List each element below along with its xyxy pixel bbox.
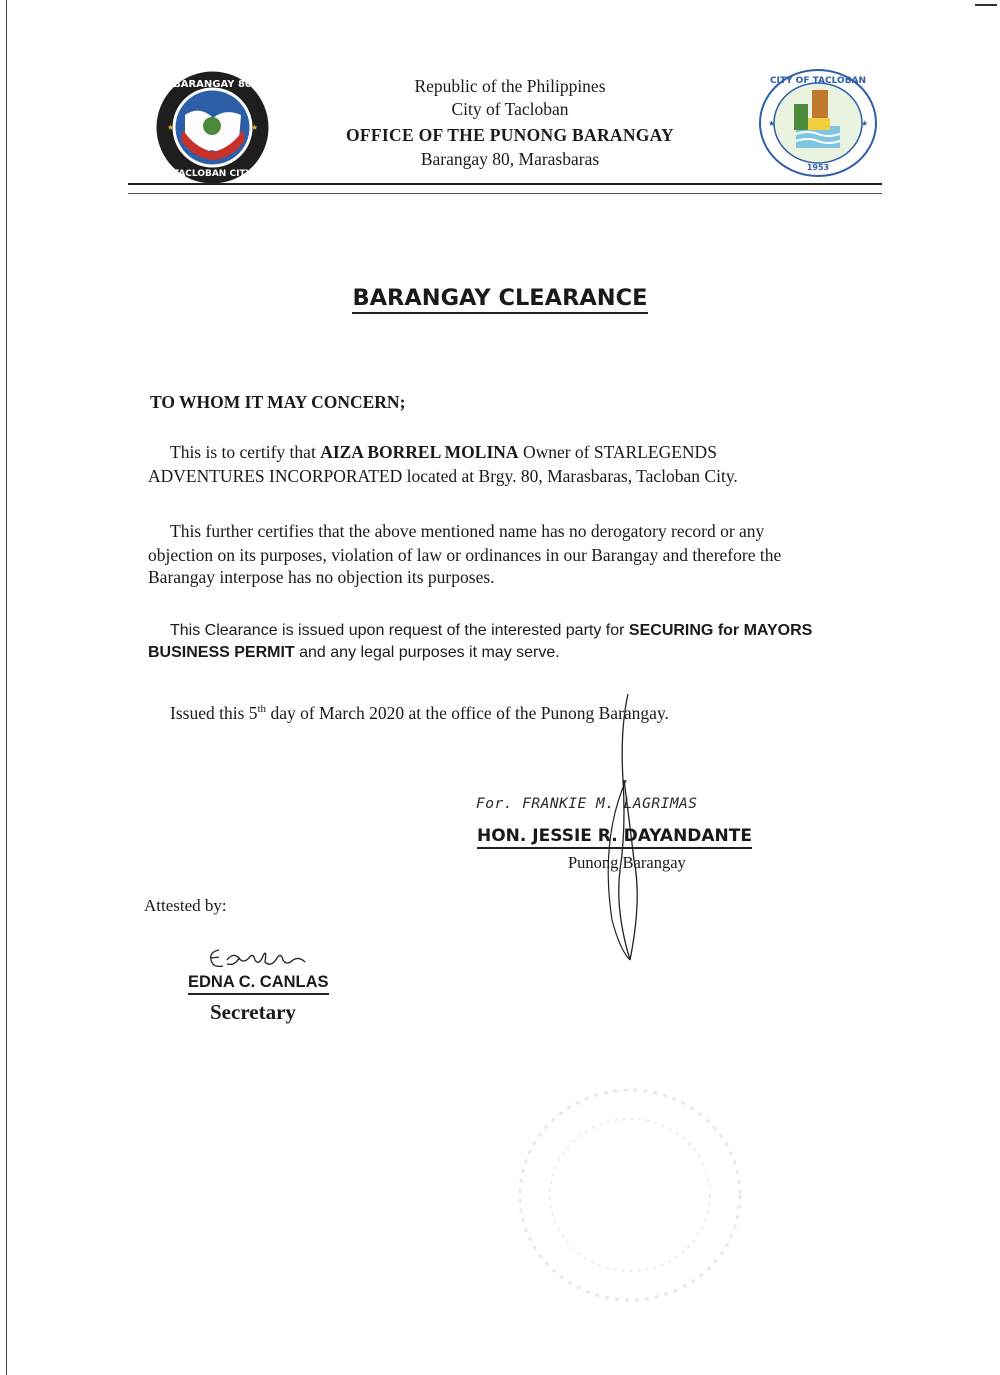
- header-city: City of Tacloban: [451, 99, 569, 119]
- signatory-title: Punong Barangay: [568, 853, 686, 872]
- svg-text:★: ★: [768, 119, 776, 128]
- header-rule-thin: [128, 193, 882, 194]
- secretary-title: Secretary: [210, 1000, 296, 1024]
- header-country: Republic of the Philippines: [414, 76, 606, 96]
- header-rule-thick: [128, 183, 882, 185]
- right-seal-year: 1953: [806, 163, 830, 172]
- svg-text:★: ★: [251, 123, 259, 132]
- page-corner-mark: [975, 4, 997, 6]
- attested-label: Attested by:: [144, 896, 227, 915]
- paragraph-certify-line2: ADVENTURES INCORPORATED located at Brgy. 80, Marasbaras, Tacloban City.: [148, 466, 738, 486]
- left-seal-top-text: BARANGAY 80: [173, 79, 252, 90]
- certify-middle: Owner of STARLEGENDS: [518, 442, 717, 462]
- issued-prefix: Issued this 5: [170, 702, 258, 723]
- request-line1-bold: SECURING for MAYORS: [628, 622, 813, 639]
- certified-person-name: AIZA BORREL MOLINA: [320, 442, 519, 462]
- request-line2-rest: and any legal purposes it may serve.: [294, 644, 560, 661]
- issued-sup: th: [257, 703, 267, 715]
- paragraph-further-line2: objection on its purposes, violation of law or ordinances in our Barangay and therefore the: [148, 545, 782, 565]
- svg-text:★: ★: [861, 119, 869, 128]
- city-of-tacloban-seal-icon: [758, 68, 878, 178]
- paragraph-further-line3: Barangay interpose has no objection its purposes.: [148, 567, 495, 587]
- document-title-text: BARANGAY CLEARANCE: [352, 285, 647, 314]
- signatory-name: HON. JESSIE R. DAYANDANTE: [477, 826, 752, 849]
- further-line1-text: This further certifies that the above mentioned name has no derogatory record or any: [170, 521, 765, 541]
- svg-text:★: ★: [167, 123, 175, 132]
- salutation: TO WHOM IT MAY CONCERN;: [150, 392, 406, 412]
- paragraph-request-line2: [148, 642, 828, 664]
- paragraph-further-line1: [148, 520, 828, 542]
- request-line1-prefix: This Clearance is issued upon request of the interested party for: [170, 622, 629, 639]
- header-office: OFFICE OF THE PUNONG BARANGAY: [346, 125, 674, 145]
- secretary-name: EDNA C. CANLAS: [188, 973, 329, 995]
- header-address: Barangay 80, Marasbaras: [420, 149, 600, 169]
- handwritten-for-signatory: For. FRANKIE M. LAGRIMAS: [476, 796, 698, 812]
- issued-line: [170, 698, 850, 724]
- dry-seal-watermark-icon: [515, 1085, 745, 1305]
- document-title: [300, 285, 700, 311]
- left-seal-bottom-text: TACLOBAN CITY: [172, 169, 253, 179]
- secretary-signature-icon: [205, 942, 315, 974]
- right-seal-top-text: CITY OF TACLOBAN: [769, 76, 867, 86]
- request-line2-bold: BUSINESS PERMIT: [148, 644, 295, 661]
- issued-suffix: day of March 2020 at the office of the Punong Barangay.: [266, 702, 669, 723]
- paragraph-request-line1: [148, 620, 848, 642]
- certify-prefix: This is to certify that: [170, 442, 321, 462]
- barangay-80-seal-icon: [155, 70, 270, 185]
- page-edge-line: [6, 0, 7, 1375]
- paragraph-certify-line1: [148, 441, 828, 463]
